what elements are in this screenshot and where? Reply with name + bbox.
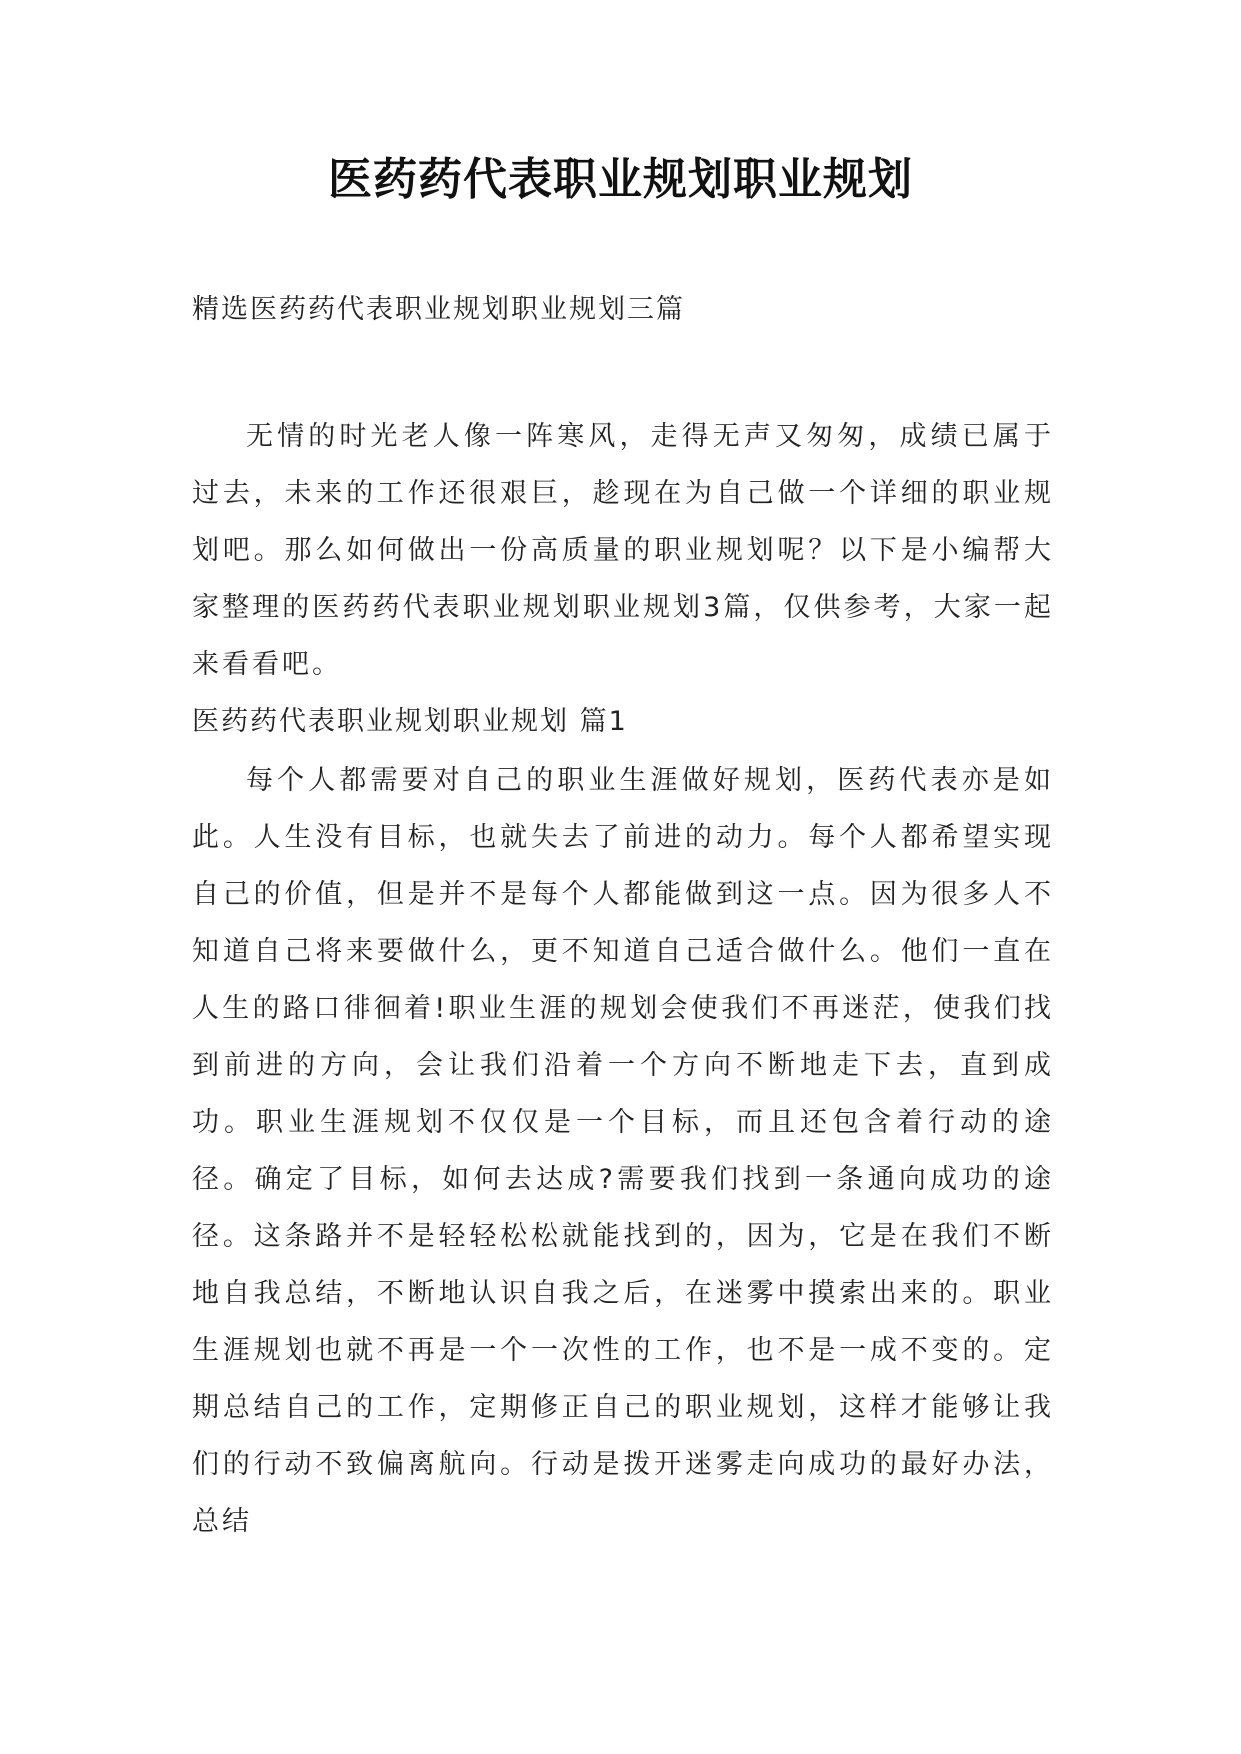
document-subtitle: 精选医药药代表职业规划职业规划三篇 (192, 294, 685, 325)
section-1-paragraph: 每个人都需要对自己的职业生涯做好规划，医药代表亦是如此。人生没有目标，也就失去了前进的动力。每个人都希望实现自己的价值，但是并不是每个人都能做到这一点。因为很多人不知道自己将来要做什么，更不知道自己适合做什么。他们一直在人生的路口徘徊着!职业生涯的规划会使我们不再迷茫，使我们找到前进的方向，会让我们沿着一个方向不断地走下去，直到成功。职业生涯规划不仅仅是一个目标，而且还包含着行动的途径。确定了目标，如何去达成?需要我们找到一条通向成功的途径。这条路并不是轻轻松松就能找到的，因为，它是在我们不断地自我总结，不断地认识自我之后，在迷雾中摸索出来的。职业生涯规划也就不再是一个一次性的工作，也不是一成不变的。定期总结自己的工作，定期修正自己的职业规划，这样才能够让我们的行动不致偏离航向。行动是拨开迷雾走向成功的最好办法，总结 (192, 765, 1054, 1537)
intro-section (192, 408, 1054, 693)
section-1-body (192, 752, 1054, 1550)
document-title: 医药药代表职业规划职业规划 (328, 154, 913, 205)
intro-paragraph: 无情的时光老人像一阵寒风，走得无声又匆匆，成绩已属于过去，未来的工作还很艰巨，趁现在为自己做一个详细的职业规划吧。那么如何做出一份高质量的职业规划呢？以下是小编帮大家整理的医药药代表职业规划职业规划3篇，仅供参考，大家一起来看看吧。 (192, 421, 1054, 680)
section-heading: 医药药代表职业规划职业规划 篇1 (192, 706, 628, 737)
